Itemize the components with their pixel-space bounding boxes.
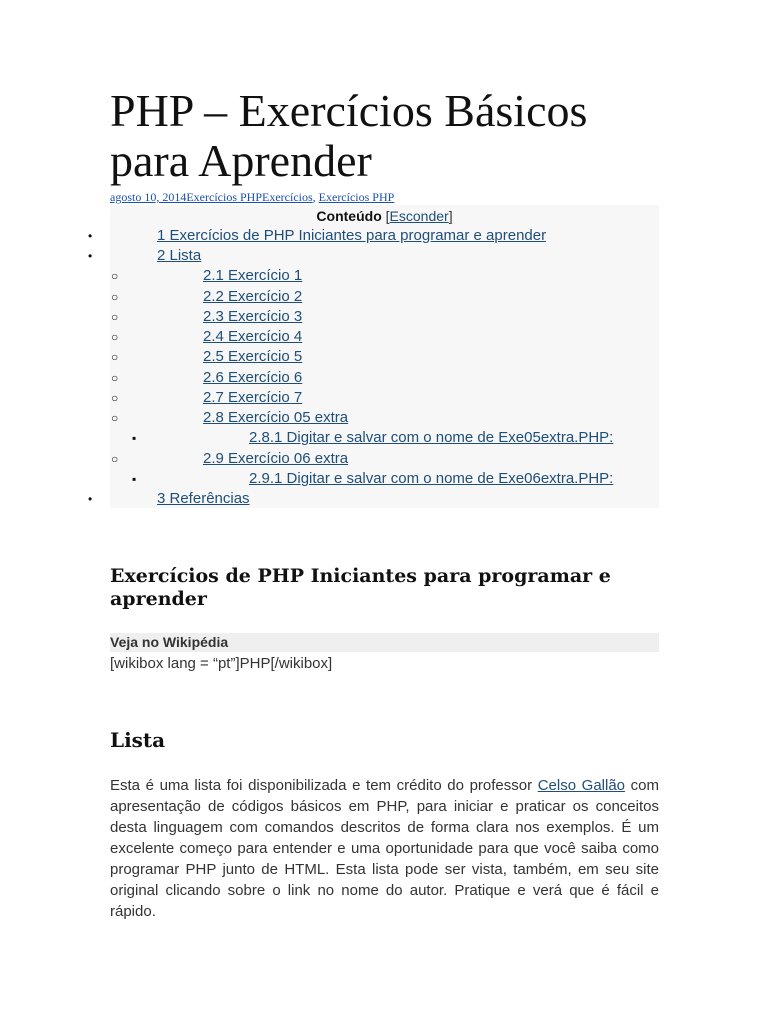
square-bullet-icon: ▪ (132, 431, 137, 445)
intro-paragraph (110, 775, 659, 922)
toc-item (203, 408, 348, 428)
toc-item (249, 428, 613, 448)
toc-item (203, 266, 302, 286)
toc-link[interactable]: 2.4 Exercício 4 (203, 328, 303, 345)
toc-item (203, 327, 302, 347)
toc-link[interactable]: 2.2 Exercício 2 (203, 288, 303, 305)
disc-bullet-icon: • (88, 249, 93, 263)
disc-bullet-icon: • (88, 229, 93, 243)
toc-item (157, 226, 546, 246)
toc-link[interactable]: 2.5 Exercício 5 (203, 348, 303, 365)
post-date-link[interactable]: agosto 10, 2014 (110, 190, 187, 204)
toc-item (203, 449, 348, 469)
toc-header (110, 207, 659, 225)
post-tag-link-1[interactable]: Exercícios (262, 190, 313, 204)
toc-bracket-open: [ (385, 208, 390, 224)
section-heading-exercicios: Exercícios de PHP Iniciantes para programar e aprender (110, 565, 611, 610)
tag-separator: , (312, 190, 319, 204)
toc-item (203, 347, 302, 367)
post-category-link[interactable]: Exercícios PHP (186, 190, 262, 204)
toc-hide-toggle[interactable]: Esconder (389, 208, 449, 224)
wikibox-shortcode: [wikibox lang = “pt”]PHP[/wikibox] (110, 655, 333, 672)
disc-bullet-icon: • (88, 492, 93, 506)
toc-link[interactable]: 2.9 Exercício 06 extra (203, 450, 349, 467)
paragraph-text-end: com apresentação de códigos básicos em PHP, para iniciar e praticar os conceitos desta linguagem com comandos descritos de forma clara nos exemplos. É um excelente começo para entender e uma oportunidade para que você saiba como programar PHP junto de HTML. Esta lista pode ser vista, também, em seu site original clicando sobre o link no nome do autor. Pratique e verá que é fácil e rápido. (110, 777, 659, 920)
toc-link[interactable]: 2.9.1 Digitar e salvar com o nome de Exe06extra.PHP: (249, 470, 614, 487)
toc-link[interactable]: 2.8 Exercício 05 extra (203, 409, 349, 426)
toc-item (203, 368, 302, 388)
post-meta (110, 190, 394, 204)
circle-bullet-icon: ○ (111, 452, 119, 466)
toc-item (203, 388, 302, 408)
wikibox-title: Veja no Wikipédia (110, 633, 659, 652)
toc-link[interactable]: 1 Exercícios de PHP Iniciantes para programar e aprender (157, 227, 547, 244)
square-bullet-icon: ▪ (132, 472, 137, 486)
toc-link[interactable]: 3 Referências (157, 490, 250, 507)
section-heading-lista: Lista (110, 728, 166, 752)
circle-bullet-icon: ○ (111, 330, 119, 344)
toc-item (203, 287, 302, 307)
post-tag-link-2[interactable]: Exercícios PHP (318, 190, 395, 204)
toc-link[interactable]: 2.7 Exercício 7 (203, 389, 303, 406)
toc-item (157, 246, 201, 266)
circle-bullet-icon: ○ (111, 350, 119, 364)
page-title: PHP – Exercícios Básicos para Aprender (110, 85, 588, 186)
toc-item (249, 469, 613, 489)
circle-bullet-icon: ○ (111, 269, 119, 283)
toc-item (203, 307, 302, 327)
toc-link[interactable]: 2.1 Exercício 1 (203, 267, 303, 284)
toc-link[interactable]: 2.8.1 Digitar e salvar com o nome de Exe05extra.PHP: (249, 429, 614, 446)
toc-link[interactable]: 2.6 Exercício 6 (203, 369, 303, 386)
paragraph-text-start: Esta é uma lista foi disponibilizada e tem crédito do professor (110, 777, 538, 794)
toc-bracket-close: ] (448, 208, 453, 224)
toc-title: Conteúdo (316, 208, 382, 224)
toc-link[interactable]: 2.3 Exercício 3 (203, 308, 303, 325)
toc-item (157, 489, 250, 509)
circle-bullet-icon: ○ (111, 411, 119, 425)
circle-bullet-icon: ○ (111, 391, 119, 405)
circle-bullet-icon: ○ (111, 371, 119, 385)
author-link[interactable]: Celso Gallão (537, 777, 626, 794)
toc-link[interactable]: 2 Lista (157, 247, 202, 264)
circle-bullet-icon: ○ (111, 310, 119, 324)
circle-bullet-icon: ○ (111, 290, 119, 304)
